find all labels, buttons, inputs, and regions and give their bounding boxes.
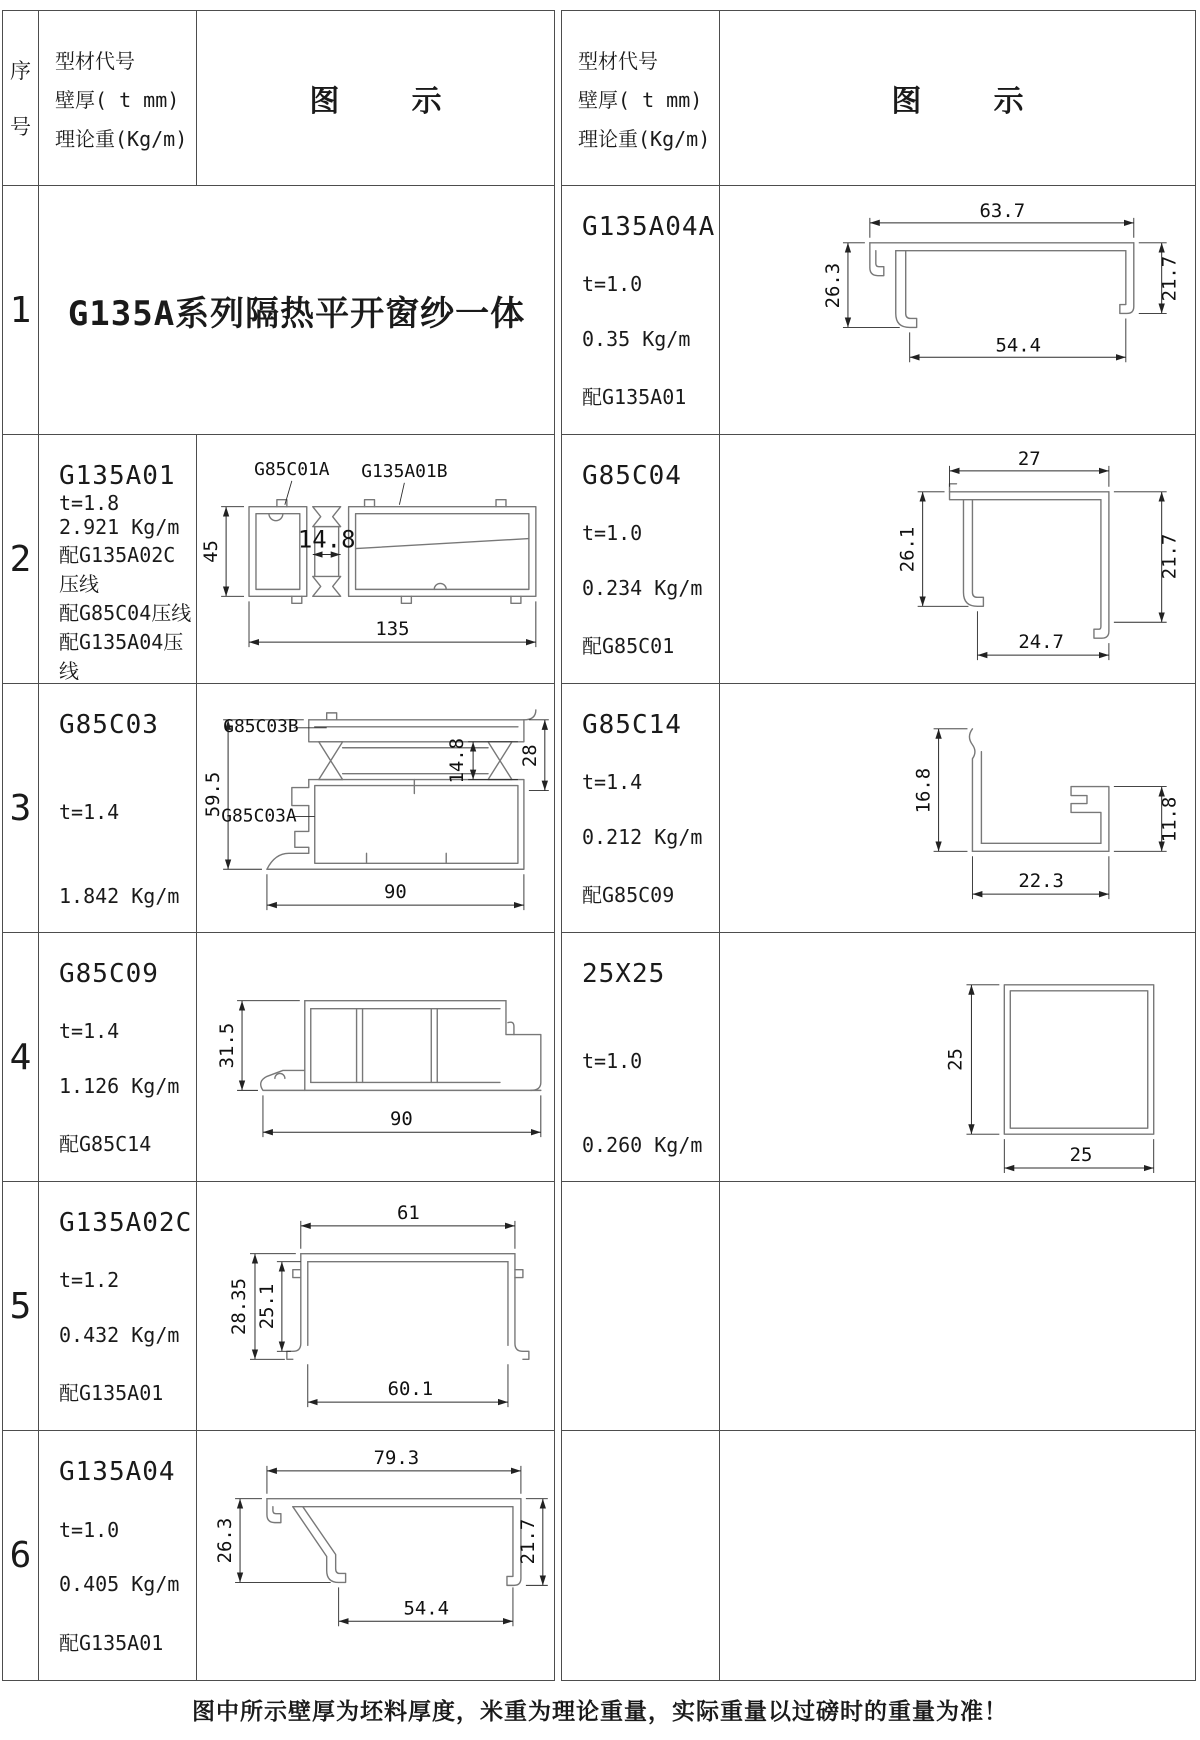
profile-outline bbox=[267, 1499, 521, 1586]
empty-diagram-cell bbox=[720, 1182, 1195, 1431]
dim-right-height: 21.7 bbox=[1158, 255, 1181, 302]
dim-height: 25 bbox=[944, 1048, 967, 1071]
diagram-cell-g85c14 bbox=[720, 684, 1195, 933]
diagram-cell-g135a04 bbox=[197, 1431, 554, 1680]
serial-header-char2: 号 bbox=[10, 115, 31, 139]
serial-number: 4 bbox=[9, 1036, 32, 1078]
profile-code: G85C09 bbox=[59, 959, 159, 989]
dim-left-height: 26.3 bbox=[214, 1517, 237, 1564]
serial-number: 6 bbox=[9, 1535, 32, 1576]
header-spec-column-right bbox=[562, 11, 720, 186]
dim-outer-height: 28.35 bbox=[228, 1278, 251, 1335]
left-table bbox=[2, 10, 555, 1681]
profile-info-g135a02c bbox=[39, 1182, 197, 1431]
wall-thickness: t=1.2 bbox=[59, 1268, 120, 1293]
profile-drawing-g135a02c bbox=[197, 1182, 553, 1430]
serial-cell-6 bbox=[3, 1431, 39, 1680]
dim-left-height: 26.1 bbox=[896, 526, 919, 573]
empty-info-cell bbox=[562, 1431, 720, 1680]
profile-info-g85c09 bbox=[39, 933, 197, 1182]
dim-left-height: 26.3 bbox=[821, 262, 844, 309]
dim-height: 45 bbox=[200, 540, 223, 563]
profile-drawing-g135a04 bbox=[197, 1431, 553, 1679]
pairing-note: 配G85C04压线 bbox=[59, 601, 192, 625]
profile-code: G85C14 bbox=[582, 710, 682, 740]
pairing-note: 配G135A01 bbox=[582, 384, 687, 409]
dim-width: 90 bbox=[384, 881, 407, 904]
spec-header-line2: 壁厚( t mm) bbox=[55, 87, 180, 112]
profile-outline bbox=[950, 484, 1109, 638]
wall-thickness: t=1.4 bbox=[59, 800, 120, 824]
serial-cell-4 bbox=[3, 933, 39, 1182]
dim-right-height: 21.7 bbox=[516, 1518, 539, 1565]
pairing-note: 配G135A02C压线 bbox=[59, 543, 176, 596]
unit-weight: 0.405 Kg/m bbox=[59, 1572, 180, 1597]
serial-cell-3 bbox=[3, 684, 39, 933]
dim-width: 90 bbox=[390, 1108, 413, 1131]
serial-cell-1 bbox=[3, 186, 39, 435]
profile-code: 25X25 bbox=[582, 959, 666, 989]
profile-outline bbox=[969, 729, 1108, 852]
unit-weight: 0.212 Kg/m bbox=[582, 824, 703, 849]
dim-bottom-width: 22.3 bbox=[1018, 870, 1064, 893]
dim-right-height: 11.8 bbox=[1158, 796, 1181, 843]
spec-header-line1: 型材代号 bbox=[578, 48, 658, 73]
diagram-header-label: 图 示 bbox=[309, 84, 442, 119]
profile-code: G135A04 bbox=[59, 1457, 176, 1487]
dim-break-width: 14.8 bbox=[297, 525, 356, 554]
pairing-note: 配G135A01 bbox=[59, 1380, 164, 1405]
dim-bottom-width: 54.4 bbox=[995, 334, 1042, 357]
dim-break-height: 14.8 bbox=[446, 737, 469, 784]
part-label: G135A01B bbox=[361, 460, 448, 482]
profile-info-g135a04 bbox=[39, 1431, 197, 1680]
profile-code: G85C03 bbox=[59, 710, 159, 740]
diagram-cell-g135a04a bbox=[720, 186, 1195, 435]
empty-diagram-cell bbox=[720, 1431, 1195, 1680]
serial-cell-2 bbox=[3, 435, 39, 684]
dim-height: 59.5 bbox=[202, 771, 225, 818]
profile-outline bbox=[261, 1001, 541, 1091]
dimension-lines bbox=[235, 1466, 548, 1626]
serial-number: 3 bbox=[9, 787, 32, 829]
dim-right-height: 28 bbox=[518, 744, 541, 768]
profile-drawing-g85c14 bbox=[720, 684, 1195, 932]
diagram-cell-g85c03 bbox=[197, 684, 554, 933]
profile-info-25x25 bbox=[562, 933, 720, 1182]
wall-thickness: t=1.8 bbox=[59, 491, 120, 515]
dim-right-height: 21.7 bbox=[1158, 533, 1181, 580]
dim-inner-height: 25.1 bbox=[255, 1283, 278, 1330]
profile-code: G135A02C bbox=[59, 1208, 193, 1238]
part-label: G85C03A bbox=[221, 805, 297, 827]
dim-bottom-width: 54.4 bbox=[403, 1597, 450, 1620]
serial-cell-5 bbox=[3, 1182, 39, 1431]
wall-thickness: t=1.0 bbox=[582, 521, 643, 546]
pairing-note: 配G85C09 bbox=[582, 882, 675, 907]
wall-thickness: t=1.0 bbox=[59, 1517, 120, 1542]
unit-weight: 2.921 Kg/m bbox=[59, 515, 180, 539]
wall-thickness: t=1.4 bbox=[59, 1019, 120, 1044]
dim-top-width: 63.7 bbox=[979, 199, 1026, 222]
spec-header-line1: 型材代号 bbox=[55, 48, 135, 73]
dimension-lines bbox=[237, 1001, 541, 1137]
profile-info-g85c04 bbox=[562, 435, 720, 684]
diagram-cell-g135a02c bbox=[197, 1182, 554, 1431]
dim-bottom-width: 60.1 bbox=[387, 1378, 434, 1401]
serial-number: 2 bbox=[9, 538, 32, 580]
empty-info-cell bbox=[562, 1182, 720, 1431]
dim-top-width: 27 bbox=[1017, 447, 1041, 470]
profile-info-g85c14 bbox=[562, 684, 720, 933]
right-table bbox=[561, 10, 1196, 1681]
wall-thickness: t=1.4 bbox=[582, 770, 643, 795]
part-label: G85C03B bbox=[223, 715, 299, 737]
profile-outline bbox=[267, 710, 536, 869]
diagram-cell-g135a01 bbox=[197, 435, 554, 684]
wall-thickness: t=1.0 bbox=[582, 1049, 643, 1073]
diagram-cell-g85c09 bbox=[197, 933, 554, 1182]
profile-outline bbox=[287, 1254, 529, 1360]
dimension-lines bbox=[966, 985, 1153, 1173]
spec-header-line3: 理论重(Kg/m) bbox=[578, 126, 711, 151]
diagram-cell-25x25 bbox=[720, 933, 1195, 1182]
pairing-note: 配G135A01 bbox=[59, 1630, 164, 1655]
wall-thickness: t=1.0 bbox=[582, 272, 643, 297]
diagram-cell-g85c04 bbox=[720, 435, 1195, 684]
profile-drawing-g85c09 bbox=[197, 933, 553, 1181]
dim-left-height: 16.8 bbox=[912, 767, 935, 814]
unit-weight: 0.35 Kg/m bbox=[582, 326, 691, 351]
unit-weight: 1.842 Kg/m bbox=[59, 884, 180, 908]
dimension-lines bbox=[250, 1221, 515, 1407]
dim-width: 25 bbox=[1069, 1144, 1093, 1167]
profile-outline bbox=[249, 500, 536, 604]
dim-top-width: 79.3 bbox=[373, 1446, 420, 1469]
spec-header-line2: 壁厚( t mm) bbox=[578, 87, 703, 112]
part-label: G85C01A bbox=[254, 458, 330, 480]
serial-header-char1: 序 bbox=[10, 59, 31, 83]
series-title-cell bbox=[39, 186, 554, 435]
pairing-note: 配G85C01 bbox=[582, 633, 675, 658]
footer-note: 图中所示壁厚为坯料厚度，米重为理论重量，实际重量以过磅时的重量为准！ bbox=[192, 1699, 1008, 1725]
pairing-note: 配G135A04压线 bbox=[59, 630, 184, 683]
unit-weight: 0.432 Kg/m bbox=[59, 1322, 180, 1347]
profile-outline bbox=[1004, 985, 1153, 1134]
pairing-note: 配G85C14 bbox=[59, 1131, 152, 1156]
header-diagram-column-left bbox=[197, 11, 554, 186]
serial-number: 5 bbox=[9, 1285, 32, 1327]
unit-weight: 0.234 Kg/m bbox=[582, 575, 703, 600]
profile-drawing-g85c04 bbox=[720, 435, 1195, 683]
profile-drawing-g85c03 bbox=[197, 684, 553, 932]
diagram-header-label: 图 示 bbox=[891, 84, 1024, 119]
profile-info-g135a04a bbox=[562, 186, 720, 435]
profile-outline bbox=[870, 243, 1134, 328]
profile-drawing-g135a01 bbox=[197, 435, 553, 683]
profile-code: G135A04A bbox=[582, 212, 716, 242]
profile-info-g85c03 bbox=[39, 684, 197, 933]
header-diagram-column-right bbox=[720, 11, 1195, 186]
profile-drawing-25x25 bbox=[720, 933, 1195, 1181]
spec-header-line3: 理论重(Kg/m) bbox=[55, 126, 188, 151]
serial-number: 1 bbox=[9, 289, 32, 331]
unit-weight: 0.260 Kg/m bbox=[582, 1133, 703, 1157]
profile-code: G135A01 bbox=[59, 461, 176, 491]
dim-bottom-width: 24.7 bbox=[1018, 631, 1064, 654]
profile-code: G85C04 bbox=[582, 461, 682, 491]
unit-weight: 1.126 Kg/m bbox=[59, 1073, 180, 1098]
dim-width: 135 bbox=[375, 618, 410, 641]
dim-top-width: 61 bbox=[396, 1201, 420, 1224]
profile-info-g135a01 bbox=[39, 435, 197, 684]
series-title: G135A系列隔热平开窗纱一体 bbox=[67, 293, 526, 334]
header-serial-column bbox=[3, 11, 39, 186]
dim-height: 31.5 bbox=[216, 1022, 239, 1069]
profile-drawing-g135a04a bbox=[720, 186, 1195, 434]
header-spec-column-left bbox=[39, 11, 197, 186]
